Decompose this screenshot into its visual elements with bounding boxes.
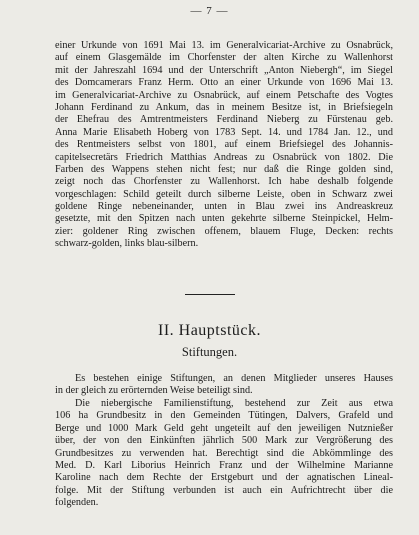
text-line: Karoline nach dem Rechte der Erstgeburt und der agnatischen Lineal-: [55, 472, 393, 484]
page-number: — 7 —: [190, 5, 229, 17]
text-line: Med. D. Karl Liborius Heinrich Franz und der Wilhelmine Marianne: [55, 459, 393, 471]
text-line: folge. Mit der Stiftung verbunden ist auch ein Aufrichtrecht über die: [55, 484, 393, 496]
text-line: Berge und 1000 Mark Geld geht ungeteilt auf den jeweiligen Nutznießer: [55, 422, 393, 434]
text-line-last: in der gleich zu erörternden Weise beteiligt sind.: [55, 385, 253, 397]
paragraph-intro: [55, 373, 393, 398]
text-line: einer Urkunde von 1691 Mai 13. im Generalvicariat-Archive zu Osnabrück,: [55, 40, 393, 51]
text-line: Die niebergische Familienstiftung, bestehend zur Zeit aus etwa: [75, 398, 393, 409]
text-line: gesetzte, mit den Spitzen nach unten gekehrte silberne Steinpickel, Helm-: [55, 213, 393, 225]
text-line: Johann Ferdinand zu Ankum, das in meinem Besitze ist, in Briefsiegeln: [55, 101, 393, 113]
text-line: goldene Ringe nebeneinander, unten in Blau zwei ins Andreaskreuz: [55, 201, 393, 213]
text-line: capitelsecretärs Friedrich Matthias Andreas zu Osnabrück von 1802. Die: [55, 151, 393, 163]
text-line: Grundbesitzes zu verwenden hat. Berechtigt sind die Abkömmlinge des: [55, 447, 393, 459]
text-line: 106 ha Grundbesitz in den Gemeinden Tütingen, Dalvers, Grafeld und: [55, 410, 393, 422]
text-line: über, der von den Einkünften jährlich 500 Mark zur Vergrößerung des: [55, 435, 393, 447]
section-heading: II. Hauptstück.: [157, 322, 262, 339]
text-line: zeigt noch das Chorfenster zu Wallenhorst. Ich habe deshalb folgende: [55, 176, 393, 188]
text-line: vorgeschlagen: Schild geteilt durch silberne Leiste, oben in Schwarz zwei: [55, 188, 393, 200]
text-line: Es bestehen einige Stiftungen, an denen Mitglieder unseres Hauses: [75, 373, 393, 384]
text-line-last: folgenden.: [55, 497, 99, 509]
paragraph-family-foundation: [55, 398, 393, 510]
section-divider: [185, 294, 235, 295]
text-line: auf einem Glasgemälde im Chorfenster der alten Kirche zu Wallenhorst: [55, 52, 393, 64]
section-subheading: Stiftungen.: [181, 345, 238, 359]
text-line: Farben des Wappens stehen nicht fest; nur daß die Ringe golden sind,: [55, 163, 393, 175]
text-line: der Ehefrau des Amtrentmeisters Ferdinand Nieberg zu Fürstenau geb.: [55, 114, 393, 126]
text-line: des Domcamerars Franz Herm. Otto an einer Urkunde von 1696 Mai 13.: [55, 77, 393, 89]
text-line: mit der Jahreszahl 1694 und der Unterschrift „Anton Niebergh“, im Siegel: [55, 64, 393, 76]
text-line: Anna Marie Elisabeth Hoberg von 1783 Sept. 14. und 1784 Jan. 12., und: [55, 126, 393, 138]
paragraph-coat-of-arms: [55, 40, 393, 251]
text-line: zier: goldener Ring zwischen offenem, blauem Fluge, Decken: rechts: [55, 225, 393, 237]
text-line: im Generalvicariat-Archive zu Osnabrück, auf einem Petschafte des Vogtes: [55, 89, 393, 101]
text-line-last: schwarz-golden, links blau-silbern.: [55, 238, 199, 250]
text-line: des Rentmeisters selbst von 1801, auf einem Briefsiegel des Johannis-: [55, 139, 393, 151]
